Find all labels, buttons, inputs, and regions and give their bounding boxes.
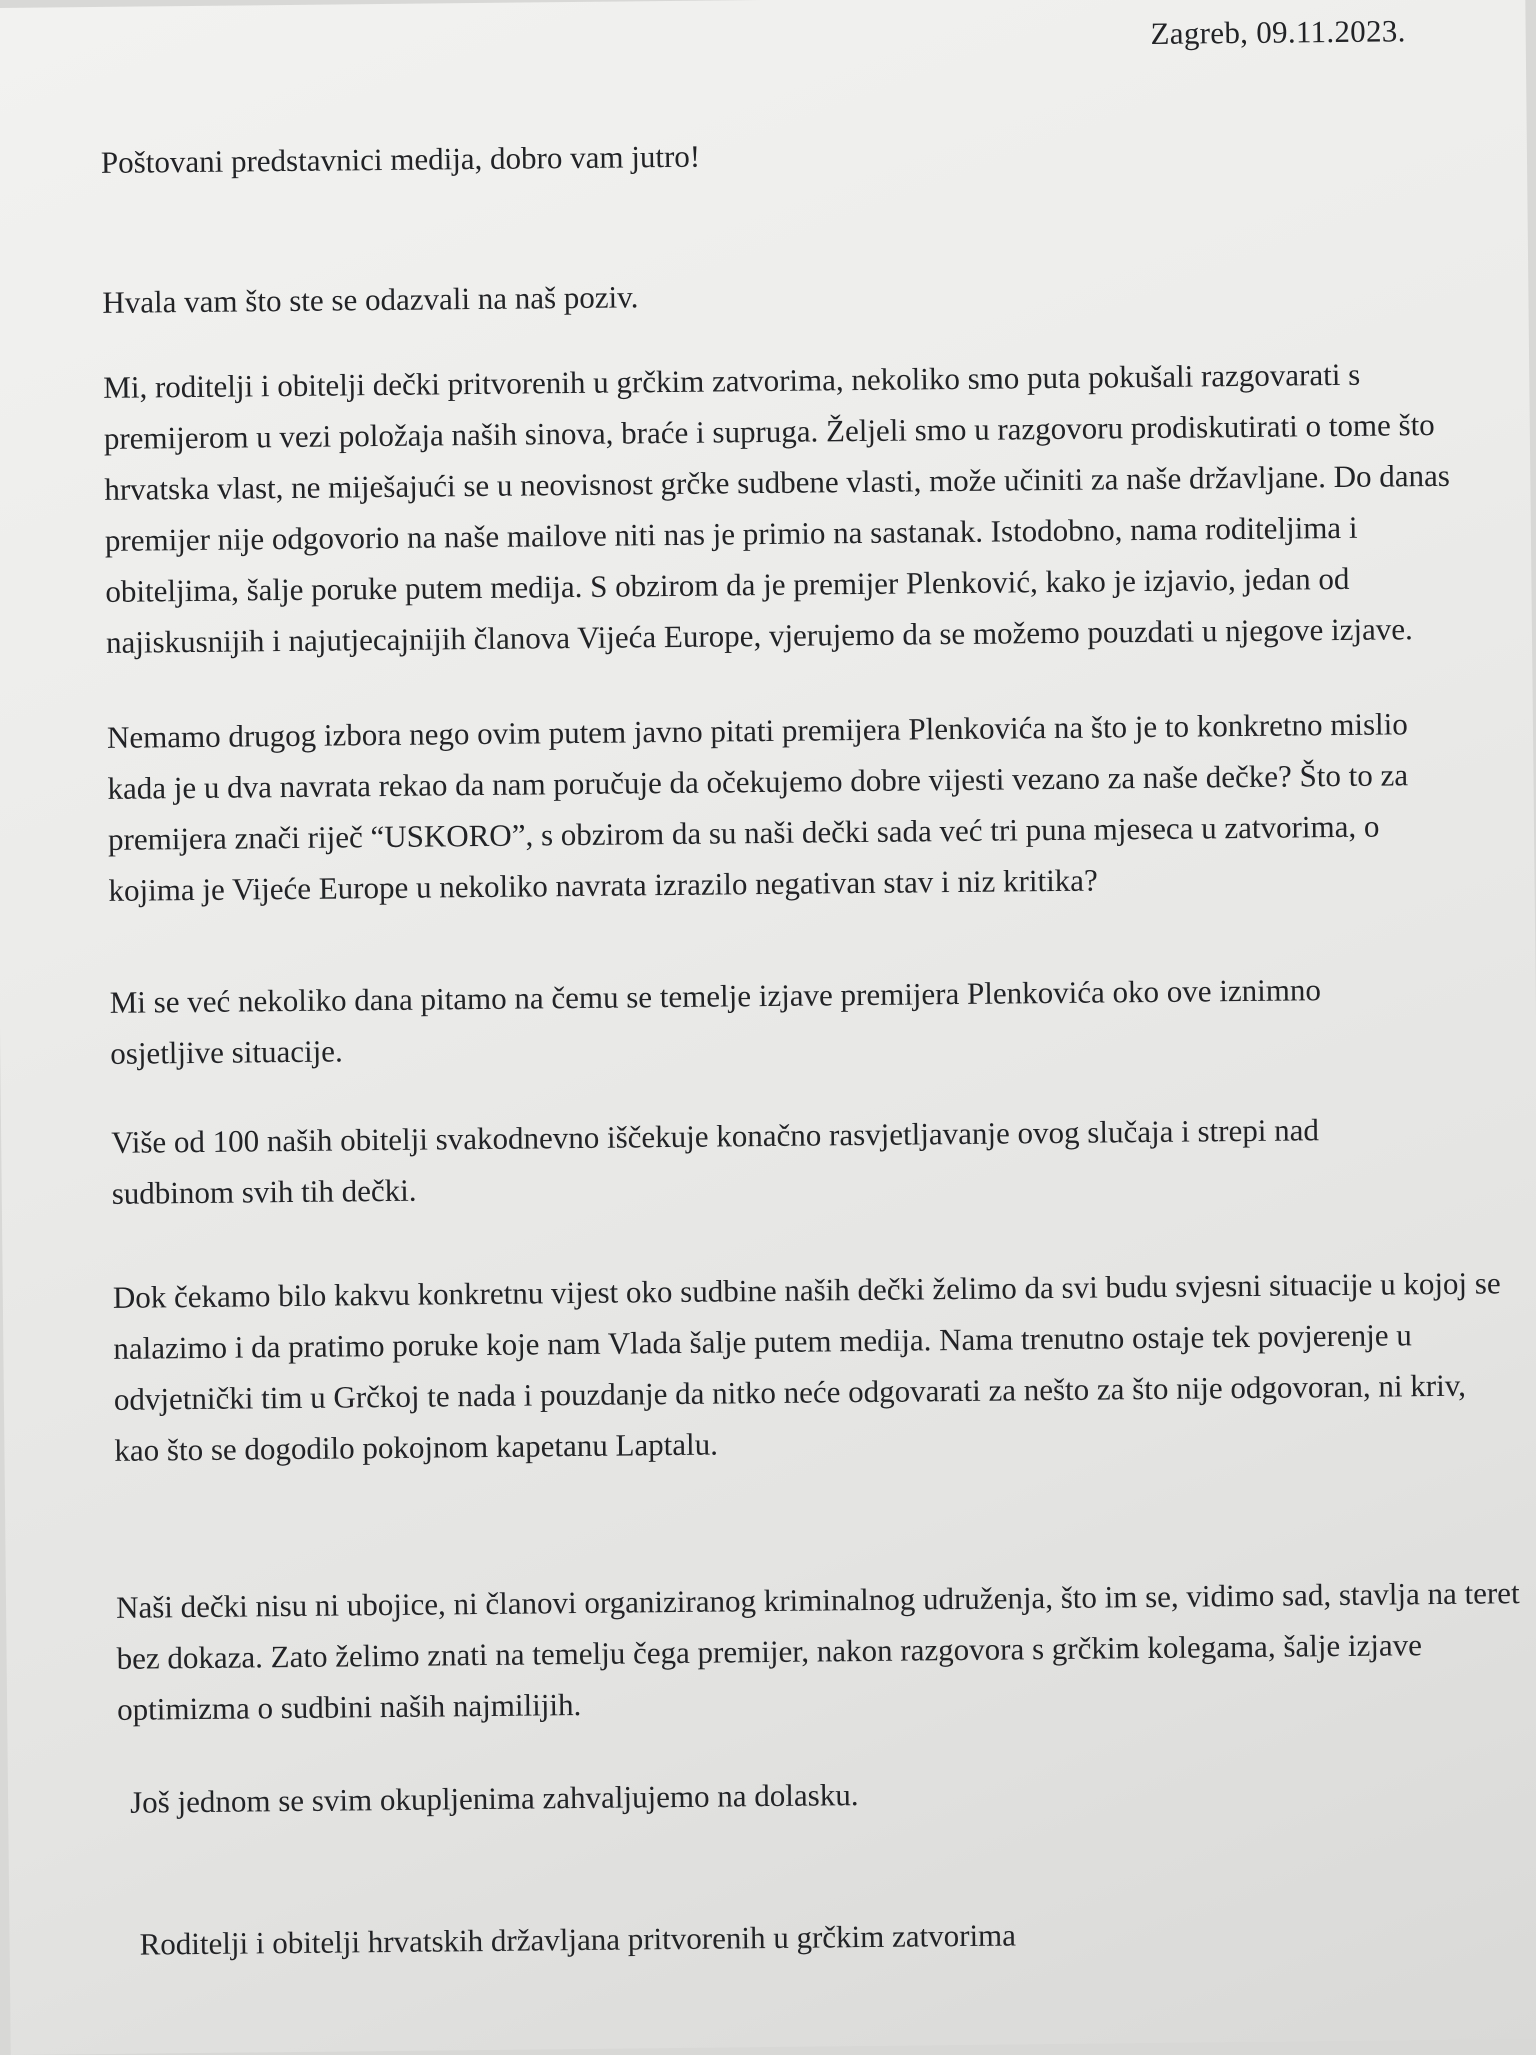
paragraph-5: Dok čekamo bilo kakvu konkretnu vijest oko sudbine naših dečki želimo da svi budu svjesni situacije u kojoj se nalazimo i da pratimo poruke koje nam Vlada šalje putem medija. Nama trenutno ostaje tek povjerenje u odvjetnički tim u Grčkoj te nada i pouzdanje da nitko neće odgovarati za nešto za što nije odgovoran, ni kriv, kao što se dogodilo pokojnom kapetanu Laptalu. bbox=[112, 1265, 1501, 1468]
thanks-line: Hvala vam što ste se odazvali na naš poziv. bbox=[102, 279, 639, 320]
paragraph-2: Nemamo drugog izbora nego ovim putem javno pitati premijera Plenkovića na što je to konkretno mislio kada je u dva navrata rekao da nam poručuje da očekujemo dobre vijesti vezano za naše dečke? Što to za premijera znači riječ “USKORO”, s obzirom da su naši dečki sada već tri puna mjeseca u zatvorima, o kojima je Vijeće Europe u nekoliko navrata izrazilo negativan stav i niz kritika? bbox=[106, 706, 1409, 908]
paragraph-3: Mi se već nekoliko dana pitamo na čemu se temelje izjave premijera Plenkovića oko ove iznimno osjetljive situacije. bbox=[109, 972, 1322, 1071]
paragraph-4: Više od 100 naših obitelji svakodnevno iščekuje konačno rasvjetljavanje ovog slučaja i strepi nad sudbinom svih tih dečki. bbox=[111, 1112, 1320, 1211]
closing-line: Još jednom se svim okupljenima zahvaljujemo na dolasku. bbox=[129, 1777, 859, 1820]
signature: Roditelji i obitelji hrvatskih državljana pritvorenih u grčkim zatvorima bbox=[139, 1917, 1017, 1962]
paragraph-1: Mi, roditelji i obitelji dečki pritvorenih u grčkim zatvorima, nekoliko smo puta pokušali razgovarati s premijerom u vezi položaja naših sinova, braće i supruga. Željeli smo u razgovoru prodiskutirati o tome što hrvatska vlast, ne miješajući se u neovisnost grčke sudbene vlasti, može učiniti za naše državljane. Do danas premijer nije odgovorio na naše mailove niti nas je primio na sastanak. Istodobno, nama roditeljima i obiteljima, šalje poruke putem medija. S obzirom da je premijer Plenković, kako je izjavio, jedan od najiskusnijih i najutjecajnijih članova Vijeća Europe, vjerujemo da se možemo pouzdati u njegove izjave. bbox=[103, 356, 1450, 660]
greeting: Poštovani predstavnici medija, dobro vam jutro! bbox=[100, 138, 701, 180]
letter-date: Zagreb, 09.11.2023. bbox=[1150, 13, 1406, 51]
paragraph-6: Naši dečki nisu ni ubojice, ni članovi organiziranog kriminalnog udruženja, što im se, vidimo sad, stavlja na teret bez dokaza. Zato želimo znati na temelju čega premijer, nakon razgovora s grčkim kolegama, šalje izjave optimizma o sudbini naših najmilijih. bbox=[115, 1575, 1520, 1727]
